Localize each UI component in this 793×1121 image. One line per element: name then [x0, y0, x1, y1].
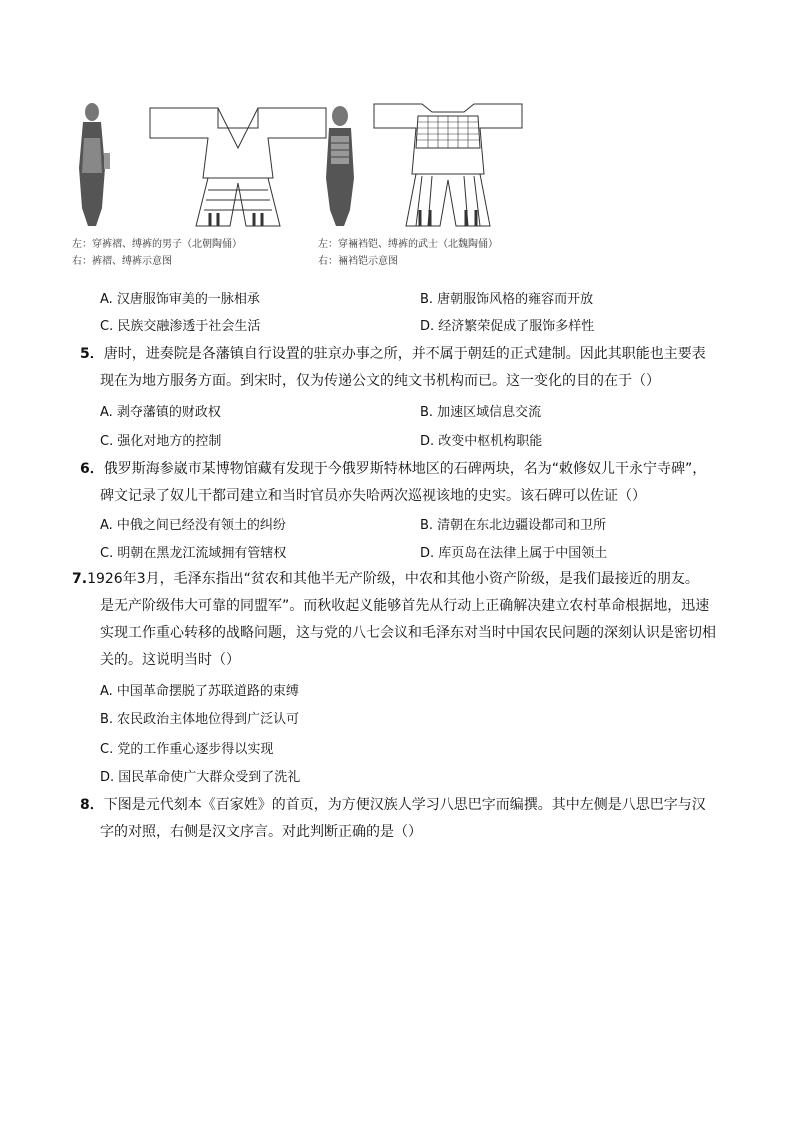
question-text: 现在为地方服务方面。到宋时，仅为传递公文的纯文书机构而已。这一变化的目的在于（） — [100, 373, 660, 389]
question-7 — [72, 566, 716, 674]
q4-option-b[interactable]: B. 唐朝服饰风格的雍容而开放 — [420, 292, 594, 307]
q6-option-b[interactable]: B. 清朝在东北边疆设都司和卫所 — [420, 518, 607, 533]
northern-dynasty-figurine-image — [72, 98, 112, 228]
q5-options-row-2 — [100, 430, 740, 450]
q4-option-d[interactable]: D. 经济繁荣促成了服饰多样性 — [420, 319, 595, 334]
question-number: 7. — [72, 571, 88, 587]
q7-option-b[interactable]: B. 农民政治主体地位得到广泛认可 — [100, 712, 300, 727]
question-text: 俄罗斯海参崴市某博物馆藏有发现于今俄罗斯特林地区的石碑两块，名为“敕修奴儿干永宁寺碑”， — [103, 461, 707, 477]
question-text: 实现工作重心转移的战略问题，这与党的八七会议和毛泽东对当时中国农民问题的深刻认识是密切相 — [100, 625, 716, 641]
q6-options-row-1 — [100, 514, 740, 534]
q6-option-a[interactable]: A. 中俄之间已经没有领土的纠纷 — [100, 518, 286, 533]
q4-option-a[interactable]: A. 汉唐服饰审美的一脉相承 — [100, 292, 260, 307]
q4-options-row-1 — [100, 288, 740, 308]
question-number: 6． — [80, 461, 104, 477]
question-8 — [80, 792, 706, 846]
q4-option-c[interactable]: C. 民族交融渗透于社会生活 — [100, 319, 261, 334]
q5-option-a[interactable]: A. 剥夺藩镇的财政权 — [100, 405, 221, 420]
question-text: 唐时，进奏院是各藩镇自行设置的驻京办事之所，并不属于朝廷的正式建制。因此其职能也主要表 — [103, 346, 706, 362]
question-text: 1926年3月，毛泽东指出“贫农和其他半无产阶级，中农和其他小资产阶级，是我们最接近的朋友。 — [87, 571, 699, 587]
caption-line: 右：裤褶、缚裤示意图 — [72, 256, 172, 267]
question-6 — [80, 456, 706, 510]
q6-option-d[interactable]: D. 库页岛在法律上属于中国领土 — [420, 546, 608, 561]
left-figure-caption — [72, 236, 242, 270]
q5-option-c[interactable]: C. 强化对地方的控制 — [100, 434, 222, 449]
question-text: 是无产阶级伟大可靠的同盟军”。而秋收起义能够首先从行动上正确解决建立农村革命根据地，迅速 — [100, 598, 710, 614]
question-number: 5． — [80, 346, 104, 362]
question-text: 字的对照，右侧是汉文序言。对此判断正确的是（） — [100, 824, 422, 840]
q5-option-b[interactable]: B. 加速区域信息交流 — [420, 405, 542, 420]
q6-options-row-2 — [100, 542, 740, 562]
question-text: 碑文记录了奴儿干都司建立和当时官员亦失哈两次巡视该地的史实。该石碑可以佐证（） — [100, 488, 646, 504]
question-5 — [80, 341, 706, 395]
question-text: 关的。这说明当时（） — [100, 652, 240, 668]
question-number: 8． — [80, 797, 104, 813]
q5-option-d[interactable]: D. 改变中枢机构职能 — [420, 434, 543, 449]
caption-line: 左：穿裤褶、缚裤的男子（北朝陶俑） — [72, 239, 242, 250]
caption-line: 左：穿裲裆铠、缚裤的武士（北魏陶俑） — [318, 239, 498, 250]
northern-wei-warrior-figurine-image — [320, 98, 360, 228]
question-text: 下图是元代刻本《百家姓》的首页，为方便汉族人学习八思巴字而编撰。其中左侧是八思巴字与汉 — [103, 797, 706, 813]
q4-options-row-2 — [100, 315, 740, 335]
armor-diagram — [372, 98, 524, 228]
trousers-jacket-diagram — [148, 98, 328, 228]
q7-option-c[interactable]: C. 党的工作重心逐步得以实现 — [100, 742, 274, 757]
q7-option-d[interactable]: D. 国民革命使广大群众受到了洗礼 — [100, 770, 301, 785]
caption-line: 右：裲裆铠示意图 — [318, 256, 398, 267]
q5-options-row-1 — [100, 401, 740, 421]
right-figure-caption — [318, 236, 498, 270]
q7-option-a[interactable]: A. 中国革命摆脱了苏联道路的束缚 — [100, 684, 299, 699]
q6-option-c[interactable]: C. 明朝在黑龙江流域拥有管辖权 — [100, 546, 287, 561]
